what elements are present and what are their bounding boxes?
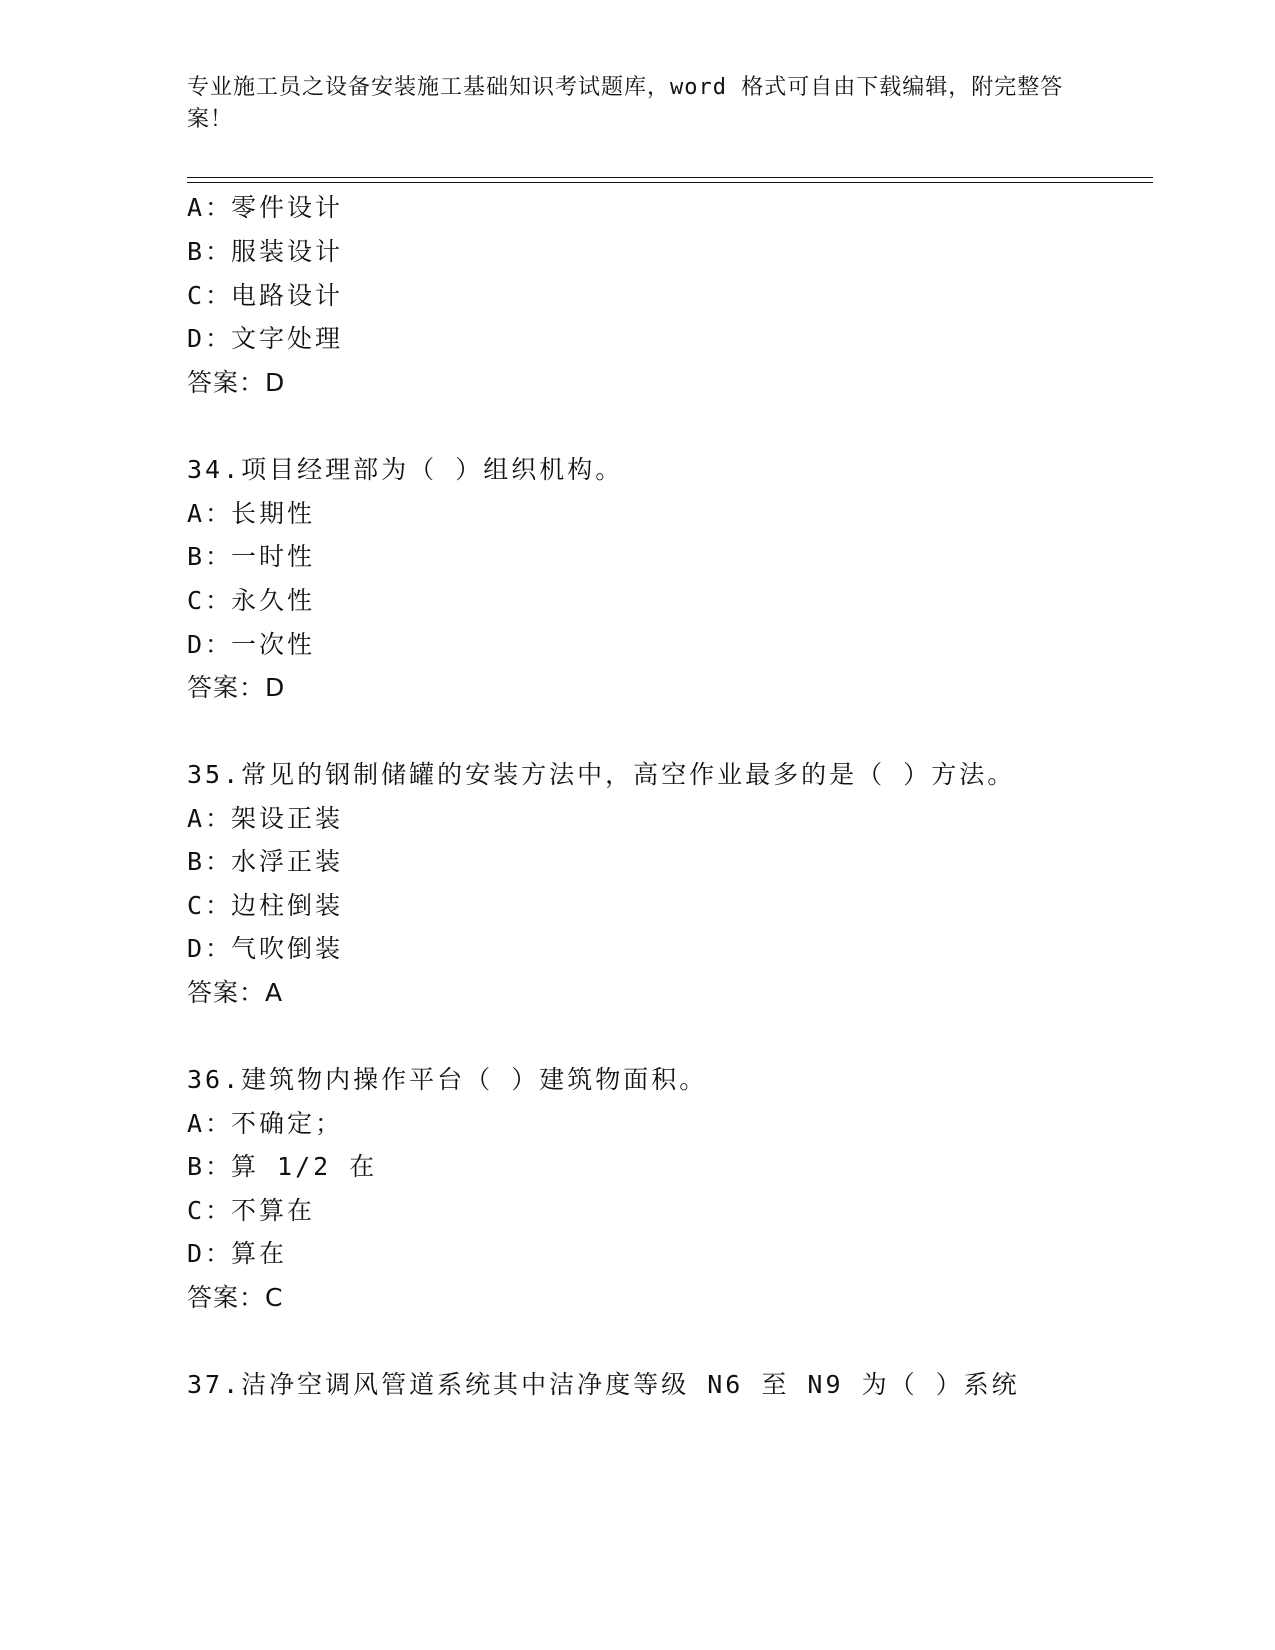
answer-line: 答案：D [187, 673, 286, 702]
option-label: D： [187, 324, 234, 353]
question-stem: 37.洁净空调风管道系统其中洁净度等级 N6 至 N9 为（ ）系统 [187, 1370, 1020, 1399]
option-text: 架设正装 [231, 804, 344, 833]
option-a [187, 802, 343, 836]
option-c [187, 1194, 315, 1228]
option-label: B： [187, 847, 234, 876]
option-c [187, 584, 315, 618]
option-text: 水浮正装 [231, 847, 344, 876]
option-b [187, 540, 315, 574]
answer-line: 答案：C [187, 1283, 284, 1312]
option-text: 不确定； [231, 1109, 344, 1138]
option-d [187, 628, 315, 662]
option-a [187, 497, 315, 531]
option-text: 电路设计 [231, 281, 344, 310]
header-divider-bottom [187, 182, 1153, 183]
option-text: 永久性 [231, 586, 316, 615]
option-label: B： [187, 237, 234, 266]
option-text: 一次性 [231, 630, 316, 659]
option-text: 零件设计 [231, 193, 344, 222]
option-label: D： [187, 934, 234, 963]
option-d [187, 932, 343, 966]
option-label: A： [187, 499, 234, 528]
option-label: B： [187, 542, 234, 571]
option-text: 算在 [231, 1239, 288, 1268]
option-text: 算 1/2 在 [231, 1152, 378, 1181]
question-stem: 34.项目经理部为（ ）组织机构。 [187, 455, 624, 484]
option-label: A： [187, 1109, 234, 1138]
document-header: 专业施工员之设备安装施工基础知识考试题库，word 格式可自由下载编辑，附完整答案！ [187, 75, 1064, 132]
header-divider-top [187, 177, 1153, 178]
option-b [187, 235, 343, 269]
option-c [187, 279, 343, 313]
option-a [187, 1107, 343, 1141]
option-label: C： [187, 281, 234, 310]
question-stem: 36.建筑物内操作平台（ ）建筑物面积。 [187, 1065, 708, 1094]
option-label: C： [187, 1196, 234, 1225]
answer-line: 答案：D [187, 368, 286, 397]
option-label: B： [187, 1152, 234, 1181]
option-text: 气吹倒装 [231, 934, 344, 963]
option-text: 边柱倒装 [231, 891, 344, 920]
option-b [187, 1150, 377, 1184]
option-label: A： [187, 804, 234, 833]
option-label: C： [187, 586, 234, 615]
option-text: 文字处理 [231, 324, 344, 353]
option-text: 长期性 [231, 499, 316, 528]
option-label: A： [187, 193, 234, 222]
option-label: D： [187, 1239, 234, 1268]
option-d [187, 1237, 287, 1271]
option-a [187, 191, 343, 225]
option-text: 不算在 [231, 1196, 316, 1225]
option-d [187, 322, 343, 356]
question-stem: 35.常见的钢制储罐的安装方法中，高空作业最多的是（ ）方法。 [187, 760, 1016, 789]
option-c [187, 889, 343, 923]
option-label: C： [187, 891, 234, 920]
option-text: 服装设计 [231, 237, 344, 266]
option-text: 一时性 [231, 542, 316, 571]
option-label: D： [187, 630, 234, 659]
option-b [187, 845, 343, 879]
answer-line: 答案：A [187, 978, 284, 1007]
